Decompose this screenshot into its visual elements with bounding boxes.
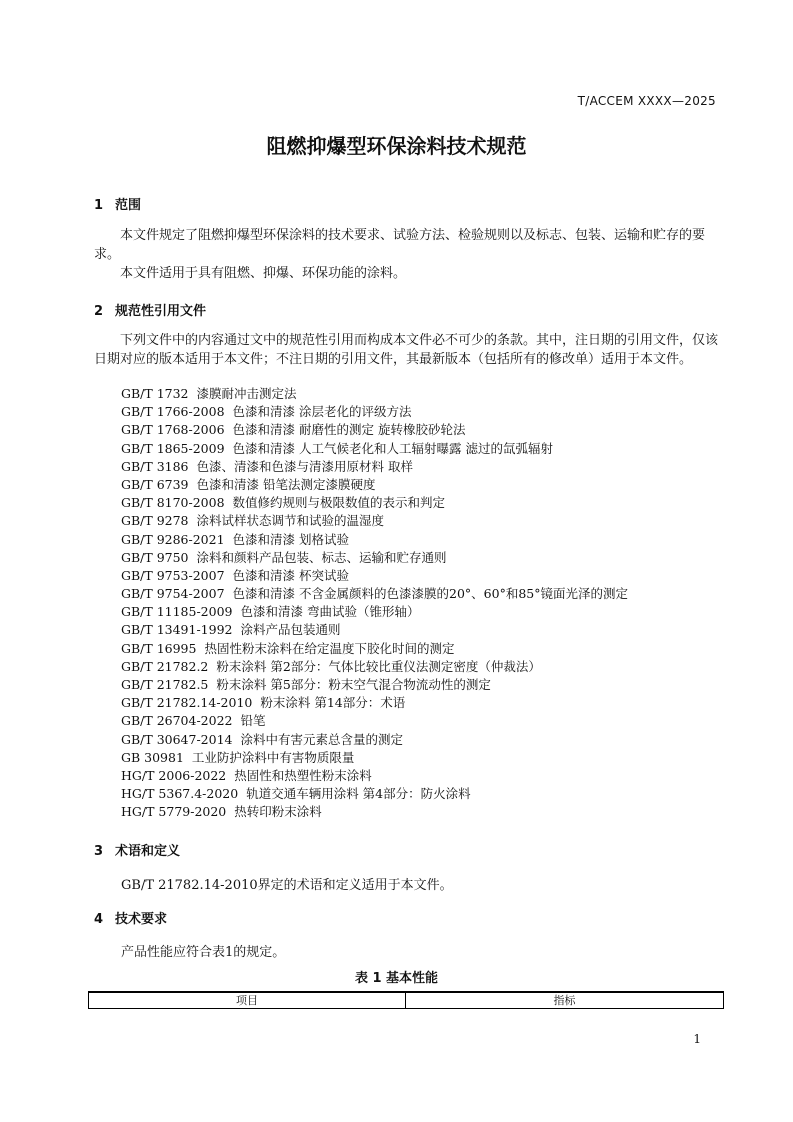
reference-code: GB/T 3186 bbox=[121, 458, 189, 474]
reference-item bbox=[121, 440, 628, 458]
reference-title: 热固性粉末涂料在给定温度下胶化时间的测定 bbox=[204, 640, 455, 656]
section-number: 2 bbox=[94, 304, 104, 319]
section-heading-scope bbox=[94, 194, 141, 213]
reference-code: GB/T 26704-2022 bbox=[121, 713, 233, 729]
reference-code: GB/T 6739 bbox=[121, 476, 189, 492]
reference-title: 色漆和清漆 铅笔法测定漆膜硬度 bbox=[196, 476, 376, 492]
reference-code: GB/T 21782.5 bbox=[121, 677, 209, 692]
section-title: 技术要求 bbox=[115, 912, 168, 927]
reference-list bbox=[121, 385, 628, 822]
reference-item bbox=[121, 476, 628, 494]
reference-code: GB/T 16995 bbox=[121, 640, 197, 656]
reference-code: GB/T 21782.2 bbox=[121, 658, 209, 674]
reference-item bbox=[121, 676, 628, 694]
reference-title: 色漆和清漆 弯曲试验（锥形轴） bbox=[240, 604, 420, 620]
reference-item bbox=[121, 585, 628, 603]
references-intro: 下列文件中的内容通过文中的规范性引用而构成本文件必不可少的条款。其中，注日期的引用文件，仅该日期对应的版本适用于本文件；不注日期的引用文件，其最新版本（包括所有的修改单）适用于本文件。 bbox=[94, 333, 719, 367]
reference-item bbox=[121, 567, 628, 585]
reference-item bbox=[121, 712, 628, 730]
reference-title: 轨道交通车辆用涂料 第4部分：防火涂料 bbox=[246, 786, 471, 802]
document-title: 阻燃抑爆型环保涂料技术规范 bbox=[266, 134, 527, 158]
reference-item bbox=[121, 767, 628, 785]
reference-title: 涂料产品包装通则 bbox=[240, 622, 341, 638]
reference-item bbox=[121, 731, 628, 749]
reference-item bbox=[121, 785, 628, 803]
section-number: 1 bbox=[94, 198, 104, 213]
section-heading-technical-requirements bbox=[94, 908, 167, 927]
reference-code: GB/T 30647-2014 bbox=[121, 731, 233, 747]
reference-title: 涂料试样状态调节和试验的温湿度 bbox=[196, 513, 385, 529]
reference-title: 漆膜耐冲击测定法 bbox=[196, 386, 297, 401]
reference-code: GB/T 9753-2007 bbox=[121, 567, 225, 583]
reference-item bbox=[121, 403, 628, 421]
table-caption: 表 1 基本性能 bbox=[354, 971, 439, 986]
reference-title: 工业防护涂料中有害物质限量 bbox=[191, 749, 355, 765]
reference-title: 色漆和清漆 划格试验 bbox=[232, 531, 350, 547]
reference-title: 粉末涂料 第2部分：气体比较比重仪法测定密度（仲裁法） bbox=[216, 658, 541, 674]
reference-code: GB/T 21782.14-2010 bbox=[121, 695, 253, 711]
reference-item bbox=[121, 640, 628, 658]
document-code: T/ACCEM XXXX—2025 bbox=[577, 94, 716, 108]
reference-code: GB/T 9750 bbox=[121, 549, 189, 565]
reference-code: GB/T 1768-2006 bbox=[121, 422, 225, 438]
reference-title: 色漆和清漆 不含金属颜料的色漆漆膜的20°、60°和85°镜面光泽的测定 bbox=[232, 586, 628, 602]
section-number: 4 bbox=[94, 912, 104, 927]
section-title: 术语和定义 bbox=[115, 844, 181, 859]
reference-item bbox=[121, 512, 628, 530]
reference-code: GB/T 9286-2021 bbox=[121, 531, 225, 547]
reference-code: GB 30981 bbox=[121, 749, 184, 765]
section-title: 规范性引用文件 bbox=[115, 304, 207, 319]
reference-item bbox=[121, 621, 628, 639]
table-header-item: 项目 bbox=[89, 993, 406, 1008]
reference-title: 涂料中有害元素总含量的测定 bbox=[240, 731, 404, 747]
reference-item bbox=[121, 803, 628, 821]
section-title: 范围 bbox=[115, 198, 142, 213]
reference-title: 涂料和颜料产品包装、标志、运输和贮存通则 bbox=[196, 549, 447, 565]
reference-item bbox=[121, 549, 628, 567]
reference-title: 色漆、清漆和色漆与清漆用原材料 取样 bbox=[196, 458, 413, 474]
section-number: 3 bbox=[94, 844, 104, 859]
reference-item bbox=[121, 658, 628, 676]
reference-code: GB/T 1865-2009 bbox=[121, 440, 225, 456]
reference-item bbox=[121, 531, 628, 549]
reference-title: 铅笔 bbox=[240, 713, 266, 729]
reference-code: HG/T 2006-2022 bbox=[121, 767, 227, 783]
reference-item bbox=[121, 458, 628, 476]
page-number: 1 bbox=[693, 1032, 701, 1046]
reference-item bbox=[121, 421, 628, 439]
section-heading-normative-references bbox=[94, 300, 206, 319]
table-header-indicator: 指标 bbox=[553, 994, 576, 1007]
reference-title: 色漆和清漆 涂层老化的评级方法 bbox=[232, 404, 412, 420]
reference-title: 热转印粉末涂料 bbox=[234, 804, 322, 820]
reference-code: GB/T 1766-2008 bbox=[121, 404, 225, 420]
section-heading-terms bbox=[94, 840, 180, 859]
reference-title: 粉末涂料 第14部分：术语 bbox=[260, 695, 406, 711]
scope-paragraph-2: 本文件适用于具有阻燃、抑爆、环保功能的涂料。 bbox=[120, 266, 407, 281]
reference-code: GB/T 9278 bbox=[121, 513, 189, 529]
performance-table bbox=[88, 991, 724, 1009]
reference-title: 色漆和清漆 人工气候老化和人工辐射曝露 滤过的氙弧辐射 bbox=[232, 440, 553, 456]
reference-item bbox=[121, 494, 628, 512]
scope-paragraph-1: 本文件规定了阻燃抑爆型环保涂料的技术要求、试验方法、检验规则以及标志、包装、运输和贮存的要求。 bbox=[94, 228, 706, 262]
reference-title: 粉末涂料 第5部分：粉末空气混合物流动性的测定 bbox=[216, 677, 491, 692]
requirements-paragraph: 产品性能应符合表1的规定。 bbox=[121, 945, 286, 960]
reference-item bbox=[121, 749, 628, 767]
reference-item bbox=[121, 603, 628, 621]
reference-title: 数值修约规则与极限数值的表示和判定 bbox=[232, 495, 446, 511]
terms-paragraph: GB/T 21782.14-2010界定的术语和定义适用于本文件。 bbox=[121, 878, 453, 893]
reference-code: GB/T 11185-2009 bbox=[121, 604, 233, 620]
reference-title: 色漆和清漆 杯突试验 bbox=[232, 567, 350, 583]
reference-item bbox=[121, 385, 628, 403]
reference-code: GB/T 13491-1992 bbox=[121, 622, 233, 638]
reference-code: GB/T 8170-2008 bbox=[121, 495, 225, 511]
reference-code: HG/T 5367.4-2020 bbox=[121, 786, 239, 802]
reference-title: 热固性和热塑性粉末涂料 bbox=[234, 767, 372, 783]
reference-code: GB/T 9754-2007 bbox=[121, 586, 225, 602]
reference-code: HG/T 5779-2020 bbox=[121, 804, 227, 820]
reference-title: 色漆和清漆 耐磨性的测定 旋转橡胶砂轮法 bbox=[232, 422, 466, 438]
reference-item bbox=[121, 694, 628, 712]
reference-code: GB/T 1732 bbox=[121, 386, 189, 401]
